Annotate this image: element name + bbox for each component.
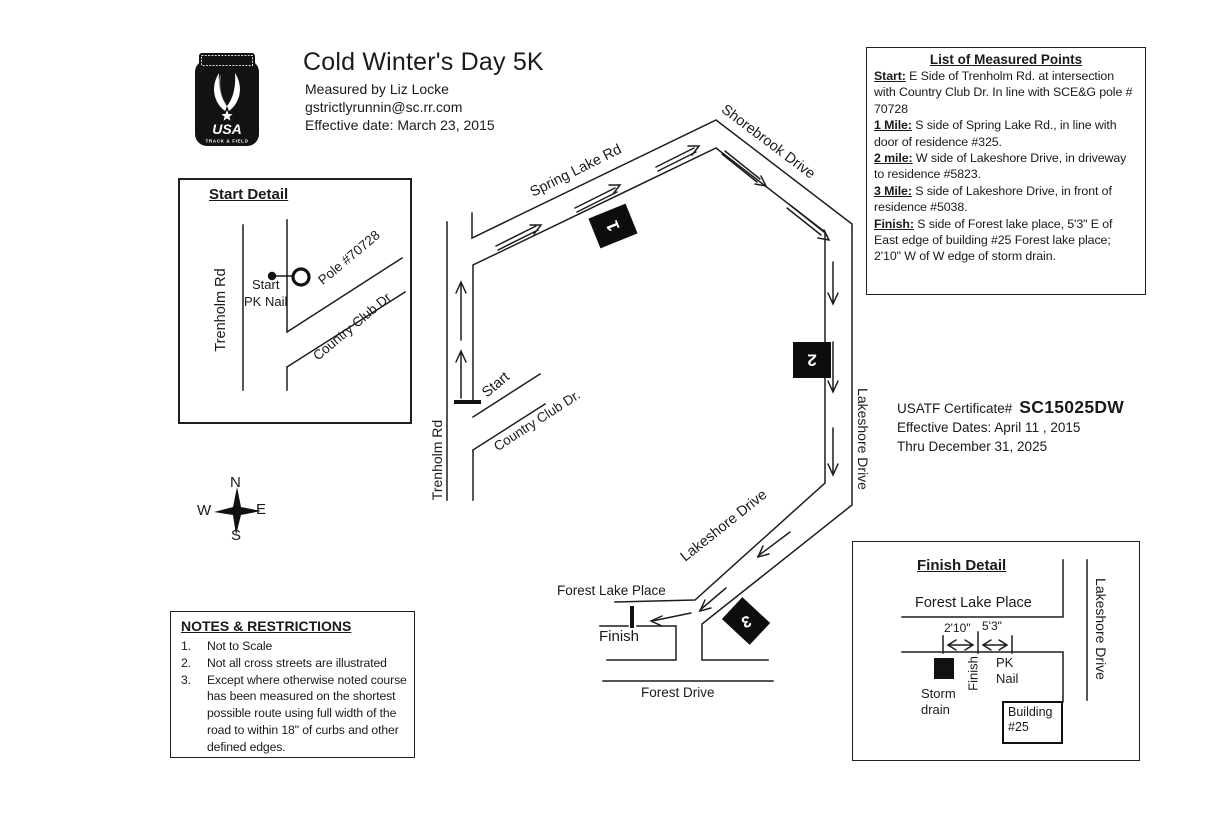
note-item-3: 3. Except where otherwise noted course has been measured on the shortest possible route using full width of the road to within 18" of curbs and other defined edges.: [181, 672, 407, 754]
effective-date: Effective date: March 23, 2015: [305, 117, 495, 133]
svg-text:2: 2: [807, 350, 817, 370]
page-title: Cold Winter's Day 5K: [303, 48, 544, 76]
usatf-logo: [192, 50, 262, 150]
note-item-1: 1. Not to Scale: [181, 639, 273, 653]
notes-box: [170, 611, 415, 758]
start-detail-start-label: Start: [252, 277, 280, 292]
measured-point-finish: Finish: S side of Forest lake place, 5'3" E of East edge of building #25 Forest lake place; 2'10" W of W edge of storm drain.: [874, 216, 1113, 264]
svg-text:TRACK & FIELD: TRACK & FIELD: [205, 138, 249, 144]
finish-detail-title: Finish Detail: [917, 557, 1007, 574]
measured-by: Measured by Liz Locke: [305, 81, 449, 97]
start-detail-title: Start Detail: [209, 186, 289, 203]
finish-detail-finish-label: Finish: [965, 656, 981, 691]
certificate-number: SC15025DW: [1019, 397, 1125, 417]
finish-detail-pk-nail-label: PK Nail: [996, 655, 1019, 686]
svg-text:3: 3: [738, 611, 754, 631]
certificate-dates-1: Effective Dates: April 11 , 2015: [897, 420, 1081, 435]
shorebrook-drive-label: Shorebrook Drive: [718, 101, 818, 183]
building-25-box: Building #25: [1002, 701, 1063, 744]
mile-marker-1: [588, 204, 637, 249]
measured-point-start: Start: E Side of Trenholm Rd. at intersection with Country Club Dr. In line with SCE&G pole # 70728: [874, 69, 1133, 116]
svg-text:1: 1: [602, 218, 624, 234]
lakeshore-drive-east-label: Lakeshore Drive: [855, 388, 871, 490]
note-item-2: 2. Not all cross streets are illustrated: [181, 655, 387, 670]
svg-text:USA: USA: [212, 121, 242, 137]
finish-detail-lakeshore-label: Lakeshore Drive: [1093, 578, 1109, 680]
compass-n-label: N: [230, 474, 241, 491]
finish-detail-storm-distance-label: 2'10": [944, 621, 971, 635]
compass-w-label: W: [197, 502, 212, 519]
country-club-dr-label: Country Club Dr.: [491, 387, 583, 454]
mile-marker-3: [722, 597, 770, 645]
start-detail-country-club-label: Country Club Dr: [310, 289, 394, 364]
certificate-prefix: USATF Certificate#: [897, 401, 1013, 416]
measurer-email: gstrictlyrunnin@sc.rr.com: [305, 99, 463, 115]
compass-e-label: E: [256, 501, 267, 518]
finish-detail-building-distance-label: 5'3": [982, 619, 1002, 633]
mile-marker-2: [793, 342, 831, 378]
start-detail-pk-nail-label: PK Nail: [244, 294, 288, 309]
forest-lake-place-label: Forest Lake Place: [557, 583, 666, 598]
trenholm-rd-label: Trenholm Rd: [429, 419, 445, 501]
spring-lake-rd-label: Spring Lake Rd: [527, 141, 625, 201]
course-finish-label: Finish: [599, 628, 640, 645]
finish-detail-forest-lake-place-label: Forest Lake Place: [915, 595, 1032, 611]
measured-point-mile3: 3 Mile: S side of Lakeshore Drive, in front of residence #5038.: [874, 183, 1112, 215]
notes-title: NOTES & RESTRICTIONS: [181, 618, 352, 634]
certificate-block: [897, 398, 1124, 456]
measured-point-mile1: 1 Mile: S side of Spring Lake Rd., in line with door of residence #325.: [874, 118, 1117, 149]
measured-point-mile2: 2 mile: W side of Lakeshore Drive, in driveway to residence #5823.: [874, 151, 1127, 182]
finish-detail-storm-drain-label: Storm drain: [921, 686, 956, 717]
lakeshore-drive-south-label: Lakeshore Drive: [677, 486, 771, 566]
measured-points-box: [866, 47, 1146, 295]
course-start-label: Start: [479, 369, 513, 401]
forest-drive-label: Forest Drive: [641, 685, 715, 700]
measured-points-title: List of Measured Points: [929, 52, 1083, 67]
compass-s-label: S: [231, 527, 242, 544]
start-detail-trenholm-label: Trenholm Rd: [213, 268, 229, 352]
certificate-dates-2: Thru December 31, 2025: [897, 439, 1048, 454]
start-detail-pole-label: Pole #70728: [315, 227, 383, 288]
